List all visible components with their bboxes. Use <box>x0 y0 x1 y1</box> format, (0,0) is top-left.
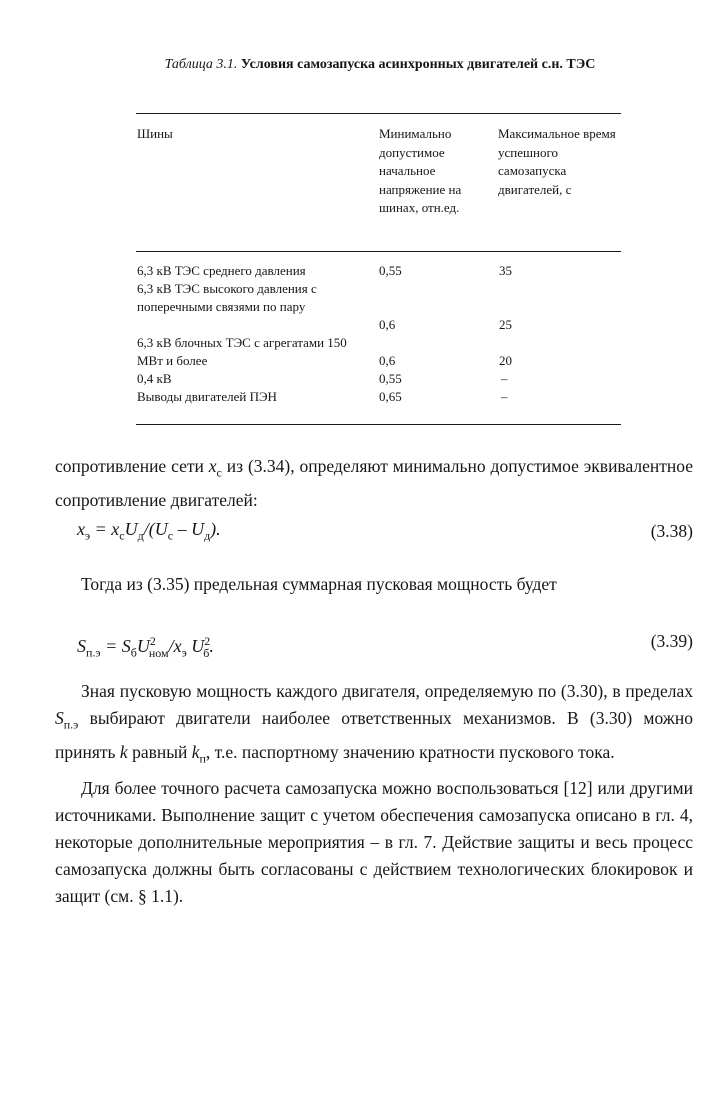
table-bottom-rule <box>136 424 621 425</box>
header-buses: Шины <box>137 126 173 141</box>
paragraph-1 <box>55 453 693 514</box>
table-cell-bus: 0,4 кВ <box>137 371 172 386</box>
symbol-k: k <box>119 741 128 762</box>
table-caption <box>140 56 620 74</box>
paragraph-1-end: из (3.34), определяют минимально допустимое эквивалентное сопротивление двигателей: <box>55 456 693 510</box>
table-cell-time: – <box>501 371 508 386</box>
paragraph-3 <box>55 678 693 772</box>
table-cell-voltage: 0,55 <box>379 371 402 386</box>
header-min-voltage: Минимально допустимое начальное напряжение на шинах, отн.ед. <box>379 126 462 215</box>
caption-title: Условия самозапуска асинхронных двигателей с.н. ТЭС <box>240 57 596 72</box>
paragraph-4: Для более точного расчета самозапуска можно воспользоваться [12] или другими источниками. Выполнение защит с учетом обеспечения самозапуска описано в гл. 4, некоторые дополнительные мероприятия – в гл. 7. Действие защиты и весь процесс самозапуска должны быть согласованы с действием технологических блокировок и защит (см. § 1.1). <box>55 778 693 906</box>
paragraph-2: Тогда из (3.35) предельная суммарная пусковая мощность будет <box>81 574 557 594</box>
table-cell-bus: 6,3 кВ ТЭС высокого давления с поперечными связями по пару <box>137 281 317 314</box>
table-cell-time: 20 <box>499 353 512 368</box>
table-cell-bus: 6,3 кВ блочных ТЭС с агрегатами 150 МВт и более <box>137 335 347 368</box>
symbol-x-c: $x_с$ <box>208 456 222 480</box>
symbol-s-pe: $S_{п.э}$ <box>55 708 79 732</box>
table-cell-bus: 6,3 кВ ТЭС среднего давления <box>137 263 306 278</box>
table-cell-voltage: 0,6 <box>379 317 396 332</box>
paragraph-3-part-b: выбирают двигатели наиболее ответственных механизмов. В (3.30) можно принять <box>55 708 693 762</box>
caption-number: Таблица 3.1. <box>164 57 238 72</box>
table-cell-time: – <box>501 389 508 404</box>
table-cell-time: 25 <box>499 317 512 332</box>
table-cell-voltage: 0,55 <box>379 263 402 278</box>
formula-3-39: $S_{п.э} = S_бU^2_{ном}/x_э$ $U^2_б$. <box>77 634 214 660</box>
table-top-rule <box>136 113 621 114</box>
paragraph-3-part-a: Зная пусковую мощность каждого двигателя, определяемую по (3.30), в пределах <box>81 681 693 701</box>
equation-number-3-38: (3.38) <box>650 521 693 541</box>
table-header-rule <box>136 251 621 252</box>
paragraph-1-start: сопротивление сети <box>55 456 204 476</box>
table-cell-bus: Выводы двигателей ПЭН <box>137 389 277 404</box>
paragraph-3-part-d: , т.е. паспортному значению кратности пускового тока. <box>205 741 615 762</box>
header-max-time: Максимальное время успешного самозапуска двигателей, с <box>498 126 616 197</box>
equation-number-3-39: (3.39) <box>650 631 693 651</box>
paragraph-3-part-c: равный <box>132 741 188 762</box>
table-cell-voltage: 0,6 <box>379 353 396 368</box>
table-cell-time: 35 <box>499 263 512 278</box>
table-cell-voltage: 0,65 <box>379 389 402 404</box>
formula-3-38: $x_э = x_сU_д/(U_с - U_д)$. <box>77 519 221 543</box>
symbol-k-p: $k_п$ <box>191 741 206 765</box>
